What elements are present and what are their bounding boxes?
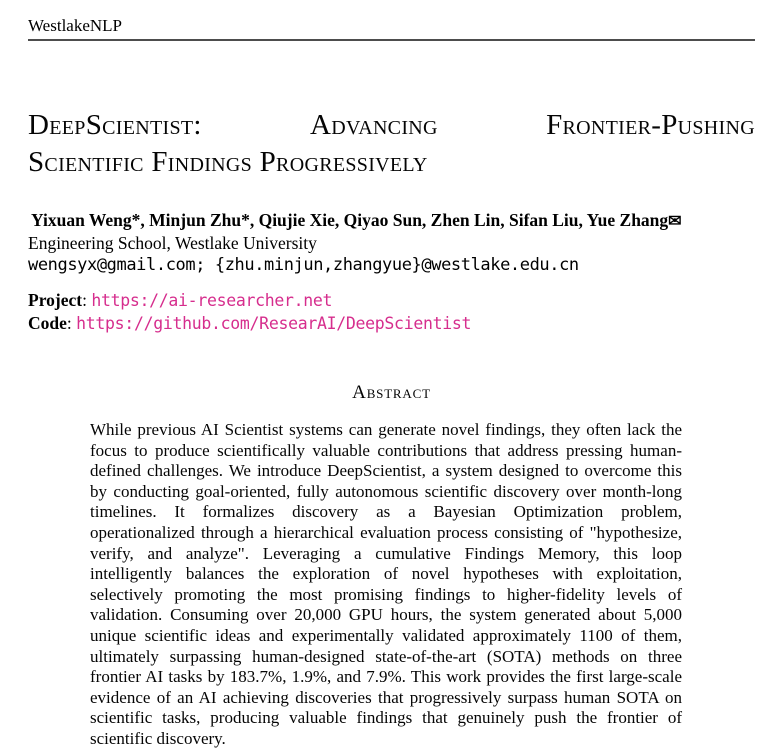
affiliation: Engineering School, Westlake University (28, 233, 317, 253)
author-emails: wengsyx@gmail.com; {zhu.minjun,zhangyue}@westlake.edu.cn (28, 255, 579, 275)
code-link-line (28, 312, 755, 335)
code-separator: : (66, 313, 77, 333)
brand-text: WestlakeNLP (28, 16, 122, 35)
project-link-line (28, 289, 755, 312)
links-block (28, 289, 755, 335)
corresponding-author-envelope-icon: ✉ (668, 213, 682, 230)
title-part-3: Frontier-Pushing (546, 109, 755, 141)
project-label: Project (28, 290, 83, 310)
abstract-text: While previous AI Scientist systems can generate novel findings, they often lack the focus to produce scientifically valuable contributions that address pressing human-defined challenges. We introduce DeepScientist, a system designed to overcome this by conducting goal-oriented, fully autonomous scientific discovery over month-long timelines. It formalizes discovery as a Bayesian Optimization problem, operationalized through a hierarchical evaluation process consisting of "hypothesize, verify, and analyze". Leveraging a cumulative Findings Memory, this loop intelligently balances the exploration of novel hypotheses with exploitation, selectively promoting the most promising findings to higher-fidelity levels of validation. Consuming over 20,000 GPU hours, the system generated about 5,000 unique scientific ideas and experimentally validated approximately 1100 of them, ultimately surpassing human-designed state-of-the-art (SOTA) methods on three frontier AI tasks by 183.7%, 1.9%, and 7.9%. This work provides the first large-scale evidence of an AI achieving discoveries that progressively surpass human SOTA on scientific tasks, producing valuable findings that genuinely push the frontier of scientific discovery. (90, 420, 682, 748)
paper-title (28, 107, 755, 181)
project-separator: : (82, 290, 92, 310)
author-names (28, 209, 755, 233)
header-rule (28, 39, 755, 41)
code-label: Code (28, 313, 67, 333)
code-url-link[interactable]: https://github.com/ResearAI/DeepScientist (76, 314, 472, 333)
authors-block (28, 209, 755, 276)
author-names-text: Yixuan Weng*, Minjun Zhu*, Qiujie Xie, Qiyao Sun, Zhen Lin, Sifan Liu, Yue Zhang (31, 210, 669, 230)
title-part-1: DeepScientist: (28, 109, 202, 141)
abstract-heading: Abstract (352, 382, 431, 403)
paper-title-line1 (28, 107, 755, 144)
project-url-link[interactable]: https://ai-researcher.net (91, 291, 333, 310)
paper-title-line2: Scientific Findings Progressively (28, 146, 428, 178)
title-part-2: Advancing (310, 109, 438, 141)
